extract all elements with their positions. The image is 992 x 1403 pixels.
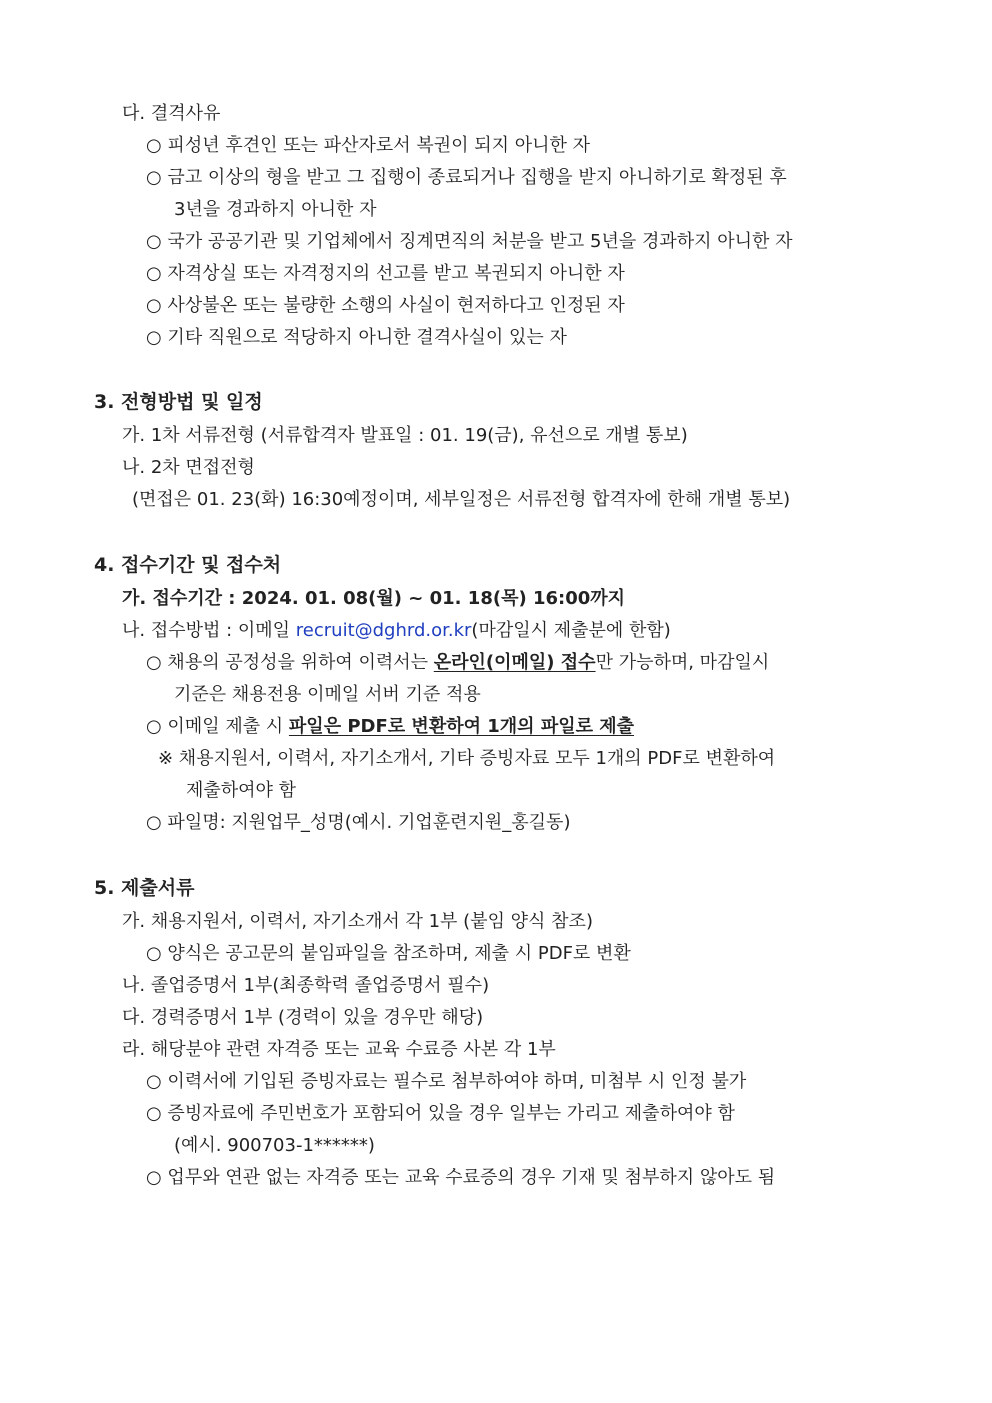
selection-step-2: 나. 2차 면접전형	[122, 457, 255, 478]
filename-bullet: ○ 파일명: 지원업무_성명(예시. 기업훈련지원_홍길동)	[146, 812, 571, 833]
recruit-email-link[interactable]: recruit@dghrd.or.kr	[295, 620, 472, 641]
document-item-d-bullet: ○ 업무와 연관 없는 자격증 또는 교육 수료증의 경우 기재 및 첨부하지 않아도 됨	[146, 1167, 776, 1188]
pdf-note: ※ 채용지원서, 이력서, 자기소개서, 기타 증빙자료 모두 1개의 PDF로 변환하여	[158, 748, 776, 769]
interview-note: (면접은 01. 23(화) 16:30예정이며, 세부일정은 서류전형 합격자에 한해 개별 통보)	[132, 489, 791, 510]
document-item-d-bullet: ○ 증빙자료에 주민번호가 포함되어 있을 경우 일부는 가리고 제출하여야 함	[146, 1103, 735, 1124]
fairness-bullet	[146, 651, 769, 675]
application-method-prefix: 나. 접수방법 : 이메일	[122, 620, 296, 641]
disqualification-item: ○ 피성년 후견인 또는 파산자로서 복권이 되지 아니한 자	[146, 135, 591, 156]
document-item-d-bullet: ○ 이력서에 기입된 증빙자료는 필수로 첨부하여야 하며, 미첨부 시 인정 불가	[146, 1071, 747, 1092]
fairness-bullet-prefix: ○ 채용의 공정성을 위하여 이력서는	[146, 652, 434, 673]
pdf-note-continued: 제출하여야 함	[186, 780, 297, 801]
selection-step-1: 가. 1차 서류전형 (서류합격자 발표일 : 01. 19(금), 유선으로 개별 통보)	[122, 425, 688, 446]
document-item-b: 나. 졸업증명서 1부(최종학력 졸업증명서 필수)	[122, 975, 490, 996]
application-period: 가. 접수기간 : 2024. 01. 08(월) ~ 01. 18(목) 16:00까지	[122, 588, 626, 609]
disqualification-item: ○ 국가 공공기관 및 기업체에서 징계면직의 처분을 받고 5년을 경과하지 아니한 자	[146, 231, 793, 252]
fairness-bullet-suffix: 만 가능하며, 마감일시	[595, 652, 770, 673]
document-item-c: 다. 경력증명서 1부 (경력이 있을 경우만 해당)	[122, 1007, 484, 1028]
disqualification-item-continued: 3년을 경과하지 아니한 자	[174, 199, 377, 220]
document-item-d-bullet-continued: (예시. 900703-1******)	[174, 1135, 375, 1156]
pdf-requirement-emphasis: 파일은 PDF로 변환하여 1개의 파일로 제출	[288, 716, 635, 737]
pdf-bullet-prefix: ○ 이메일 제출 시	[146, 716, 289, 737]
disqualification-item: ○ 사상불온 또는 불량한 소행의 사실이 현저하다고 인정된 자	[146, 295, 625, 316]
pdf-bullet	[146, 715, 634, 739]
document-item-a-bullet: ○ 양식은 공고문의 붙임파일을 참조하며, 제출 시 PDF로 변환	[146, 943, 631, 964]
section-3-title: 3. 전형방법 및 일정	[94, 391, 263, 413]
application-method	[122, 619, 671, 643]
document-item-d: 라. 해당분야 관련 자격증 또는 교육 수료증 사본 각 1부	[122, 1039, 556, 1060]
online-submission-emphasis: 온라인(이메일) 접수	[433, 652, 596, 673]
section-4-title: 4. 접수기간 및 접수처	[94, 554, 282, 576]
disqualification-item: ○ 자격상실 또는 자격정지의 선고를 받고 복권되지 아니한 자	[146, 263, 625, 284]
document-item-a: 가. 채용지원서, 이력서, 자기소개서 각 1부 (붙임 양식 참조)	[122, 911, 593, 932]
application-method-suffix: (마감일시 제출분에 한함)	[471, 620, 671, 641]
disqualification-heading: 다. 결격사유	[122, 103, 221, 124]
disqualification-item: ○ 금고 이상의 형을 받고 그 집행이 종료되거나 집행을 받지 아니하기로 확정된 후	[146, 167, 787, 188]
section-5-title: 5. 제출서류	[94, 877, 195, 899]
disqualification-item: ○ 기타 직원으로 적당하지 아니한 결격사실이 있는 자	[146, 327, 567, 348]
fairness-bullet-continued: 기준은 채용전용 이메일 서버 기준 적용	[174, 684, 481, 705]
